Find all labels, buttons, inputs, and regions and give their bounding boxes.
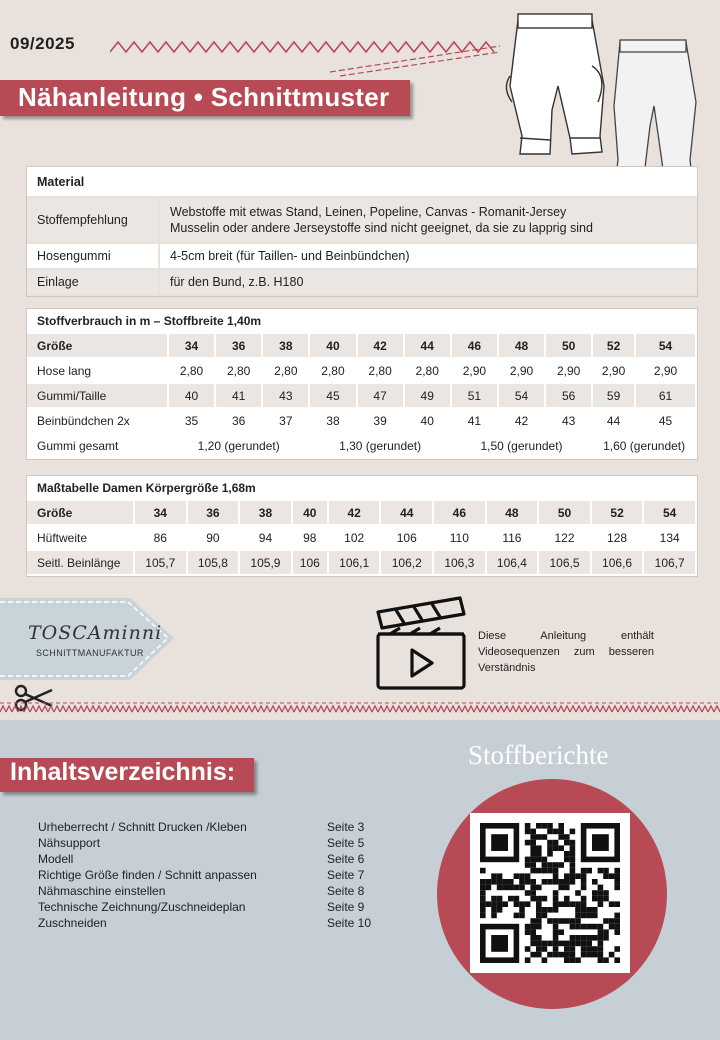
qr-code[interactable] xyxy=(470,813,630,973)
toc-item-label: Nähmaschine einstellen xyxy=(38,884,166,898)
value-cell: 42 xyxy=(498,408,545,433)
size-cell: 46 xyxy=(451,333,498,358)
size-cell: 52 xyxy=(592,333,635,358)
value-cell: 39 xyxy=(357,408,404,433)
value-cell: 36 xyxy=(215,408,262,433)
value-cell: 2,90 xyxy=(545,358,592,383)
zigzag-stitch-icon xyxy=(110,38,500,78)
value-cell: 106 xyxy=(292,550,328,575)
total-cell: 1,30 (gerundet) xyxy=(309,433,450,458)
value-cell: 56 xyxy=(545,383,592,408)
value-cell: 2,90 xyxy=(498,358,545,383)
table-row xyxy=(27,408,696,433)
size-cell: 54 xyxy=(643,500,696,525)
toc-banner xyxy=(0,758,254,792)
value-cell: 45 xyxy=(635,408,696,433)
toc-item-label: Modell xyxy=(38,852,74,866)
row-label: Beinbündchen 2x xyxy=(27,408,168,433)
size-label: Größe xyxy=(27,333,168,358)
value-cell: 128 xyxy=(591,525,644,550)
toc-item[interactable] xyxy=(38,900,378,916)
value-cell: 105,8 xyxy=(187,550,240,575)
measurement-table xyxy=(26,475,698,577)
value-cell: 40 xyxy=(168,383,215,408)
fabric-consumption-table xyxy=(26,308,698,460)
value-cell: 106,6 xyxy=(591,550,644,575)
value-cell: 51 xyxy=(451,383,498,408)
table-row xyxy=(27,550,696,575)
material-table xyxy=(26,166,698,297)
toc-item-page: Seite 3 xyxy=(327,820,365,834)
material-label: Stoffempfehlung xyxy=(27,197,159,243)
size-header-row xyxy=(27,333,696,358)
size-cell: 48 xyxy=(498,333,545,358)
size-cell: 36 xyxy=(187,500,240,525)
toc-item-page: Seite 8 xyxy=(327,884,365,898)
value-cell: 41 xyxy=(451,408,498,433)
toc-item[interactable] xyxy=(38,884,378,900)
value-cell: 2,90 xyxy=(451,358,498,383)
value-cell: 2,90 xyxy=(592,358,635,383)
material-value: Webstoffe mit etwas Stand, Leinen, Popeline, Canvas - Romanit-Jersey Musselin oder andere Jerseystoffe sind nicht geeignet, da sie zu lapprig sind xyxy=(159,197,697,243)
size-cell: 44 xyxy=(380,500,433,525)
total-cell: 1,50 (gerundet) xyxy=(451,433,592,458)
value-cell: 98 xyxy=(292,525,328,550)
toc-item-page: Seite 5 xyxy=(327,836,365,850)
toc-item[interactable] xyxy=(38,852,378,868)
size-cell: 40 xyxy=(309,333,356,358)
size-header-row xyxy=(27,500,696,525)
value-cell: 122 xyxy=(538,525,591,550)
material-value: für den Bund, z.B. H180 xyxy=(159,269,697,295)
material-value: 4-5cm breit (für Taillen- und Beinbündchen) xyxy=(159,243,697,269)
value-cell: 35 xyxy=(168,408,215,433)
value-cell: 94 xyxy=(239,525,292,550)
value-cell: 105,7 xyxy=(134,550,187,575)
toc-item-label: Richtige Größe finden / Schnitt anpassen xyxy=(38,868,257,882)
material-label: Hosengummi xyxy=(27,243,159,269)
value-cell: 2,80 xyxy=(262,358,309,383)
value-cell: 106 xyxy=(380,525,433,550)
value-cell: 106,3 xyxy=(433,550,486,575)
value-cell: 110 xyxy=(433,525,486,550)
page-title: Nähanleitung • Schnittmuster xyxy=(18,82,390,112)
size-cell: 50 xyxy=(545,333,592,358)
value-cell: 38 xyxy=(309,408,356,433)
size-cell: 42 xyxy=(328,500,381,525)
toc-item-page: Seite 7 xyxy=(327,868,365,882)
total-cell: 1,20 (gerundet) xyxy=(168,433,309,458)
value-cell: 106,7 xyxy=(643,550,696,575)
value-cell: 45 xyxy=(309,383,356,408)
brand-logo-text: TOSCAminni xyxy=(28,622,163,644)
value-cell: 41 xyxy=(215,383,262,408)
table-row xyxy=(27,383,696,408)
row-label: Seitl. Beinlänge xyxy=(27,550,134,575)
size-cell: 40 xyxy=(292,500,328,525)
value-cell: 106,4 xyxy=(486,550,539,575)
size-cell: 36 xyxy=(215,333,262,358)
toc-title: Inhaltsverzeichnis: xyxy=(10,758,236,786)
table-row xyxy=(27,525,696,550)
size-cell: 46 xyxy=(433,500,486,525)
toc-item[interactable] xyxy=(38,868,378,884)
toc-item-page: Seite 9 xyxy=(327,900,365,914)
value-cell: 37 xyxy=(262,408,309,433)
size-cell: 34 xyxy=(168,333,215,358)
size-cell: 38 xyxy=(239,500,292,525)
value-cell: 2,80 xyxy=(215,358,262,383)
material-heading: Material xyxy=(27,167,697,197)
toc-item[interactable] xyxy=(38,836,378,852)
table-row xyxy=(27,358,696,383)
value-cell: 106,5 xyxy=(538,550,591,575)
qr-code-icon xyxy=(470,813,630,973)
value-cell: 2,90 xyxy=(635,358,696,383)
value-cell: 86 xyxy=(134,525,187,550)
size-cell: 44 xyxy=(404,333,451,358)
toc-item-label: Zuschneiden xyxy=(38,916,107,930)
value-cell: 116 xyxy=(486,525,539,550)
toc-item-label: Urheberrecht / Schnitt Drucken /Kleben xyxy=(38,820,247,834)
size-label: Größe xyxy=(27,500,134,525)
value-cell: 102 xyxy=(328,525,381,550)
brand-logo-sub: SCHNITTMANUFAKTUR xyxy=(36,648,144,658)
value-cell: 43 xyxy=(545,408,592,433)
value-cell: 54 xyxy=(498,383,545,408)
size-cell: 54 xyxy=(635,333,696,358)
value-cell: 2,80 xyxy=(168,358,215,383)
measurement-caption: Maßtabelle Damen Körpergröße 1,68m xyxy=(27,476,696,500)
value-cell: 2,80 xyxy=(309,358,356,383)
row-label: Gummi gesamt xyxy=(27,433,168,458)
value-cell: 44 xyxy=(592,408,635,433)
size-cell: 50 xyxy=(538,500,591,525)
toc-item[interactable] xyxy=(38,916,378,932)
video-note: Diese Anleitung enthält Videosequenzen zum besseren Verständnis xyxy=(478,630,654,674)
toc-item[interactable] xyxy=(38,820,378,836)
value-cell: 47 xyxy=(357,383,404,408)
size-cell: 48 xyxy=(486,500,539,525)
clapperboard-play-icon xyxy=(374,594,470,692)
size-cell: 42 xyxy=(357,333,404,358)
value-cell: 105,9 xyxy=(239,550,292,575)
row-label: Hose lang xyxy=(27,358,168,383)
size-cell: 38 xyxy=(262,333,309,358)
toc-item-page: Seite 10 xyxy=(327,916,372,930)
toc-item-label: Nähsupport xyxy=(38,836,101,850)
value-cell: 61 xyxy=(635,383,696,408)
issue-date: 09/2025 xyxy=(10,34,75,53)
size-cell: 52 xyxy=(591,500,644,525)
value-cell: 106,2 xyxy=(380,550,433,575)
row-label: Hüftweite xyxy=(27,525,134,550)
toc-item-page: Seite 6 xyxy=(327,852,365,866)
value-cell: 59 xyxy=(592,383,635,408)
value-cell: 49 xyxy=(404,383,451,408)
value-cell: 43 xyxy=(262,383,309,408)
toc-item-label: Technische Zeichnung/Zuschneideplan xyxy=(38,900,246,914)
material-label: Einlage xyxy=(27,269,159,295)
pants-drawing-icon xyxy=(500,6,705,182)
row-label: Gummi/Taille xyxy=(27,383,168,408)
value-cell: 2,80 xyxy=(357,358,404,383)
table-row xyxy=(27,433,696,458)
value-cell: 90 xyxy=(187,525,240,550)
table-of-contents xyxy=(38,820,378,932)
title-banner xyxy=(0,80,410,116)
stoffberichte-title: Stoffberichte xyxy=(468,740,609,770)
consumption-caption: Stoffverbrauch in m – Stoffbreite 1,40m xyxy=(27,309,696,333)
total-cell: 1,60 (gerundet) xyxy=(592,433,696,458)
value-cell: 134 xyxy=(643,525,696,550)
stitch-divider xyxy=(0,700,720,718)
size-cell: 34 xyxy=(134,500,187,525)
value-cell: 106,1 xyxy=(328,550,381,575)
value-cell: 2,80 xyxy=(404,358,451,383)
value-cell: 40 xyxy=(404,408,451,433)
